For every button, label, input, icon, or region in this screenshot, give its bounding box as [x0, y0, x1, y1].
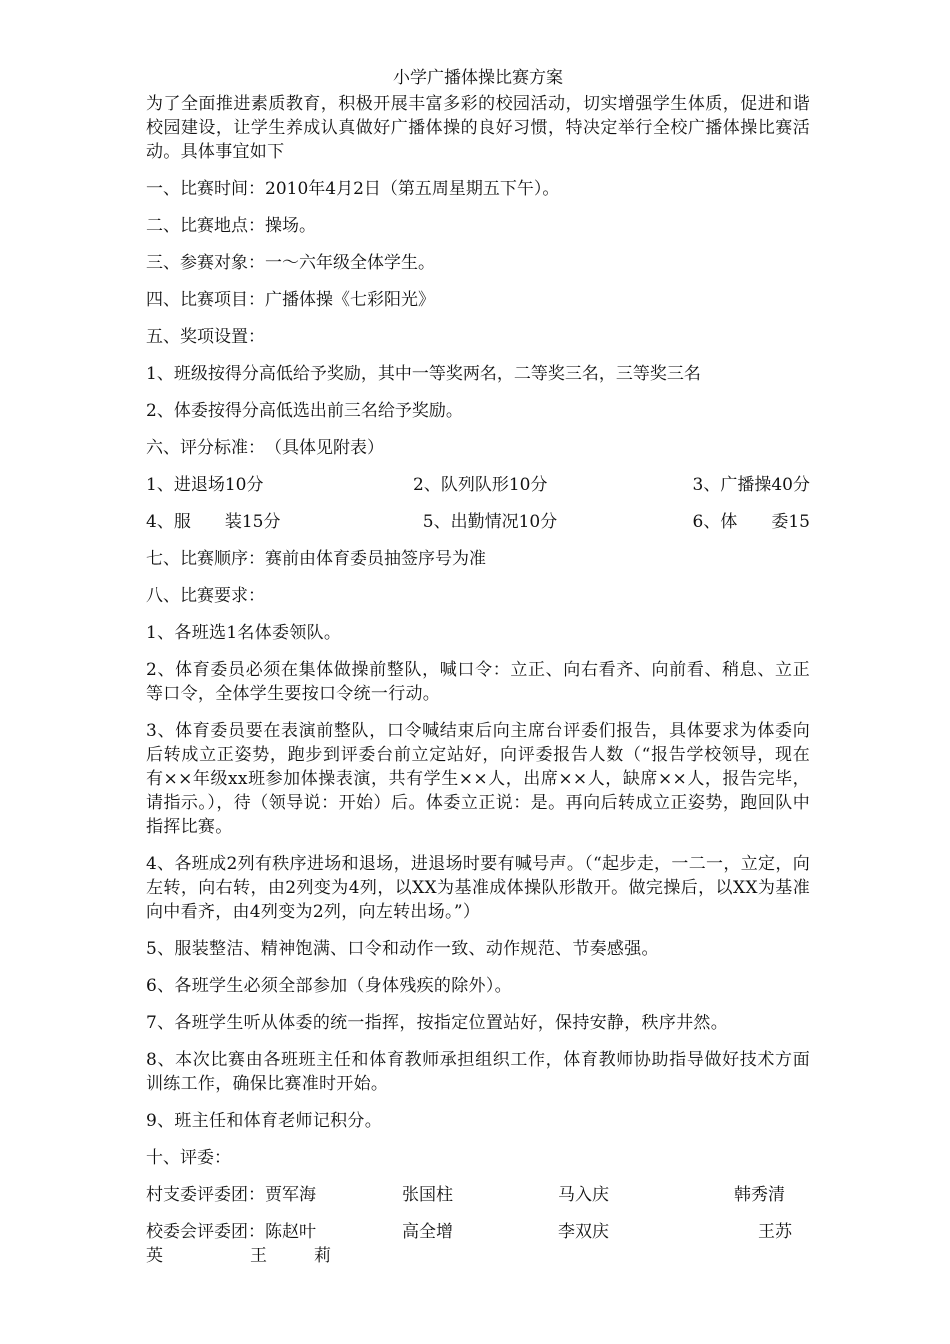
section-awards-heading: 五、奖项设置：: [146, 327, 265, 347]
judge-name-fragment: 莉: [314, 1246, 331, 1266]
intro-paragraph: 为了全面推进素质教育，积极开展丰富多彩的校园活动，切实增强学生体质，促进和谐校园建设，让学生养成认真做好广播体操的良好习惯，特决定举行全校广播体操比赛活动。具体事宜如下: [146, 94, 810, 162]
requirement-item: 5、服装整洁、精神饱满、口令和动作一致、动作规范、节奏感强。: [146, 939, 659, 959]
scoring-row-2: [146, 510, 810, 534]
section-place: 二、比赛地点：操场。: [146, 216, 316, 236]
scoring-item: 5、出勤情况10分: [422, 512, 558, 532]
judges-school-row-continued: [146, 1244, 810, 1268]
award-item-2: 2、体委按得分高低选出前三名给予奖励。: [146, 401, 463, 421]
requirement-item: 1、各班选1名体委领队。: [146, 623, 342, 643]
judge-name: 马入庆: [558, 1185, 609, 1205]
judge-name: 王苏: [758, 1222, 792, 1242]
judge-name: 李双庆: [558, 1222, 609, 1242]
section-order: 七、比赛顺序：赛前由体育委员抽签序号为准: [146, 549, 486, 569]
judge-name: 高全增: [402, 1222, 453, 1242]
judges-village-row: [146, 1183, 810, 1207]
judges-school-row: [146, 1220, 810, 1244]
judge-name-fragment: 英: [146, 1246, 163, 1266]
document-title: 小学广播体操比赛方案: [393, 68, 563, 88]
judge-name: 校委会评委团：陈赵叶: [146, 1222, 316, 1242]
requirement-item: 2、体育委员必须在集体做操前整队，喊口令：立正、向右看齐、向前看、稍息、立正等口令，全体学生要按口令统一行动。: [146, 660, 810, 704]
requirement-item: 7、各班学生听从体委的统一指挥，按指定位置站好，保持安静，秩序井然。: [146, 1013, 729, 1033]
scoring-item: 6、体 委15: [692, 512, 810, 532]
judge-name: 张国柱: [402, 1185, 453, 1205]
scoring-row-1: [146, 473, 810, 497]
section-requirements-heading: 八、比赛要求：: [146, 586, 265, 606]
judge-name: 韩秀清: [734, 1185, 785, 1205]
section-participants: 三、参赛对象：一～六年级全体学生。: [146, 253, 435, 273]
judge-name: 村支委评委团：贾军海: [146, 1185, 316, 1205]
requirement-item: 3、体育委员要在表演前整队，口令喊结束后向主席台评委们报告，具体要求为体委向后转成立正姿势，跑步到评委台前立定站好，向评委报告人数（“报告学校领导，现在有××年级xx班参加体操表演，共有学生××人，出席××人，缺席××人，报告完毕，请指示。），待（领导说：开始）后。体委立正说：是。再向后转成立正姿势，跑回队中指挥比赛。: [146, 721, 810, 837]
scoring-item: 4、服 装15分: [146, 512, 281, 532]
requirement-item: 9、班主任和体育老师记积分。: [146, 1111, 383, 1131]
requirement-item: 6、各班学生必须全部参加（身体残疾的除外）。: [146, 976, 512, 996]
section-judges-heading: 十、评委：: [146, 1148, 231, 1168]
section-event: 四、比赛项目：广播体操《七彩阳光》: [146, 290, 435, 310]
scoring-item: 3、广播操40分: [692, 475, 810, 495]
requirement-item: 8、本次比赛由各班班主任和体育教师承担组织工作，体育教师协助指导做好技术方面训练工作，确保比赛准时开始。: [146, 1050, 810, 1094]
requirement-item: 4、各班成2列有秩序进场和退场，进退场时要有喊号声。（“起步走，一二一，立定，向左转，向右转，由2列变为4列，以XX为基准成体操队形散开。做完操后，以XX为基准向中看齐，由4列变为2列，向左转出场。”）: [146, 854, 810, 922]
scoring-item: 2、队列队形10分: [413, 475, 548, 495]
judge-name-fragment: 王: [250, 1246, 267, 1266]
section-scoring-heading: 六、评分标准： （具体见附表）: [146, 438, 384, 458]
section-time: 一、比赛时间：2010年4月2日（第五周星期五下午）。: [146, 179, 560, 199]
document-page: [146, 66, 810, 1268]
scoring-item: 1、进退场10分: [146, 475, 264, 495]
award-item-1: 1、班级按得分高低给予奖励，其中一等奖两名，二等奖三名，三等奖三名: [146, 364, 701, 384]
